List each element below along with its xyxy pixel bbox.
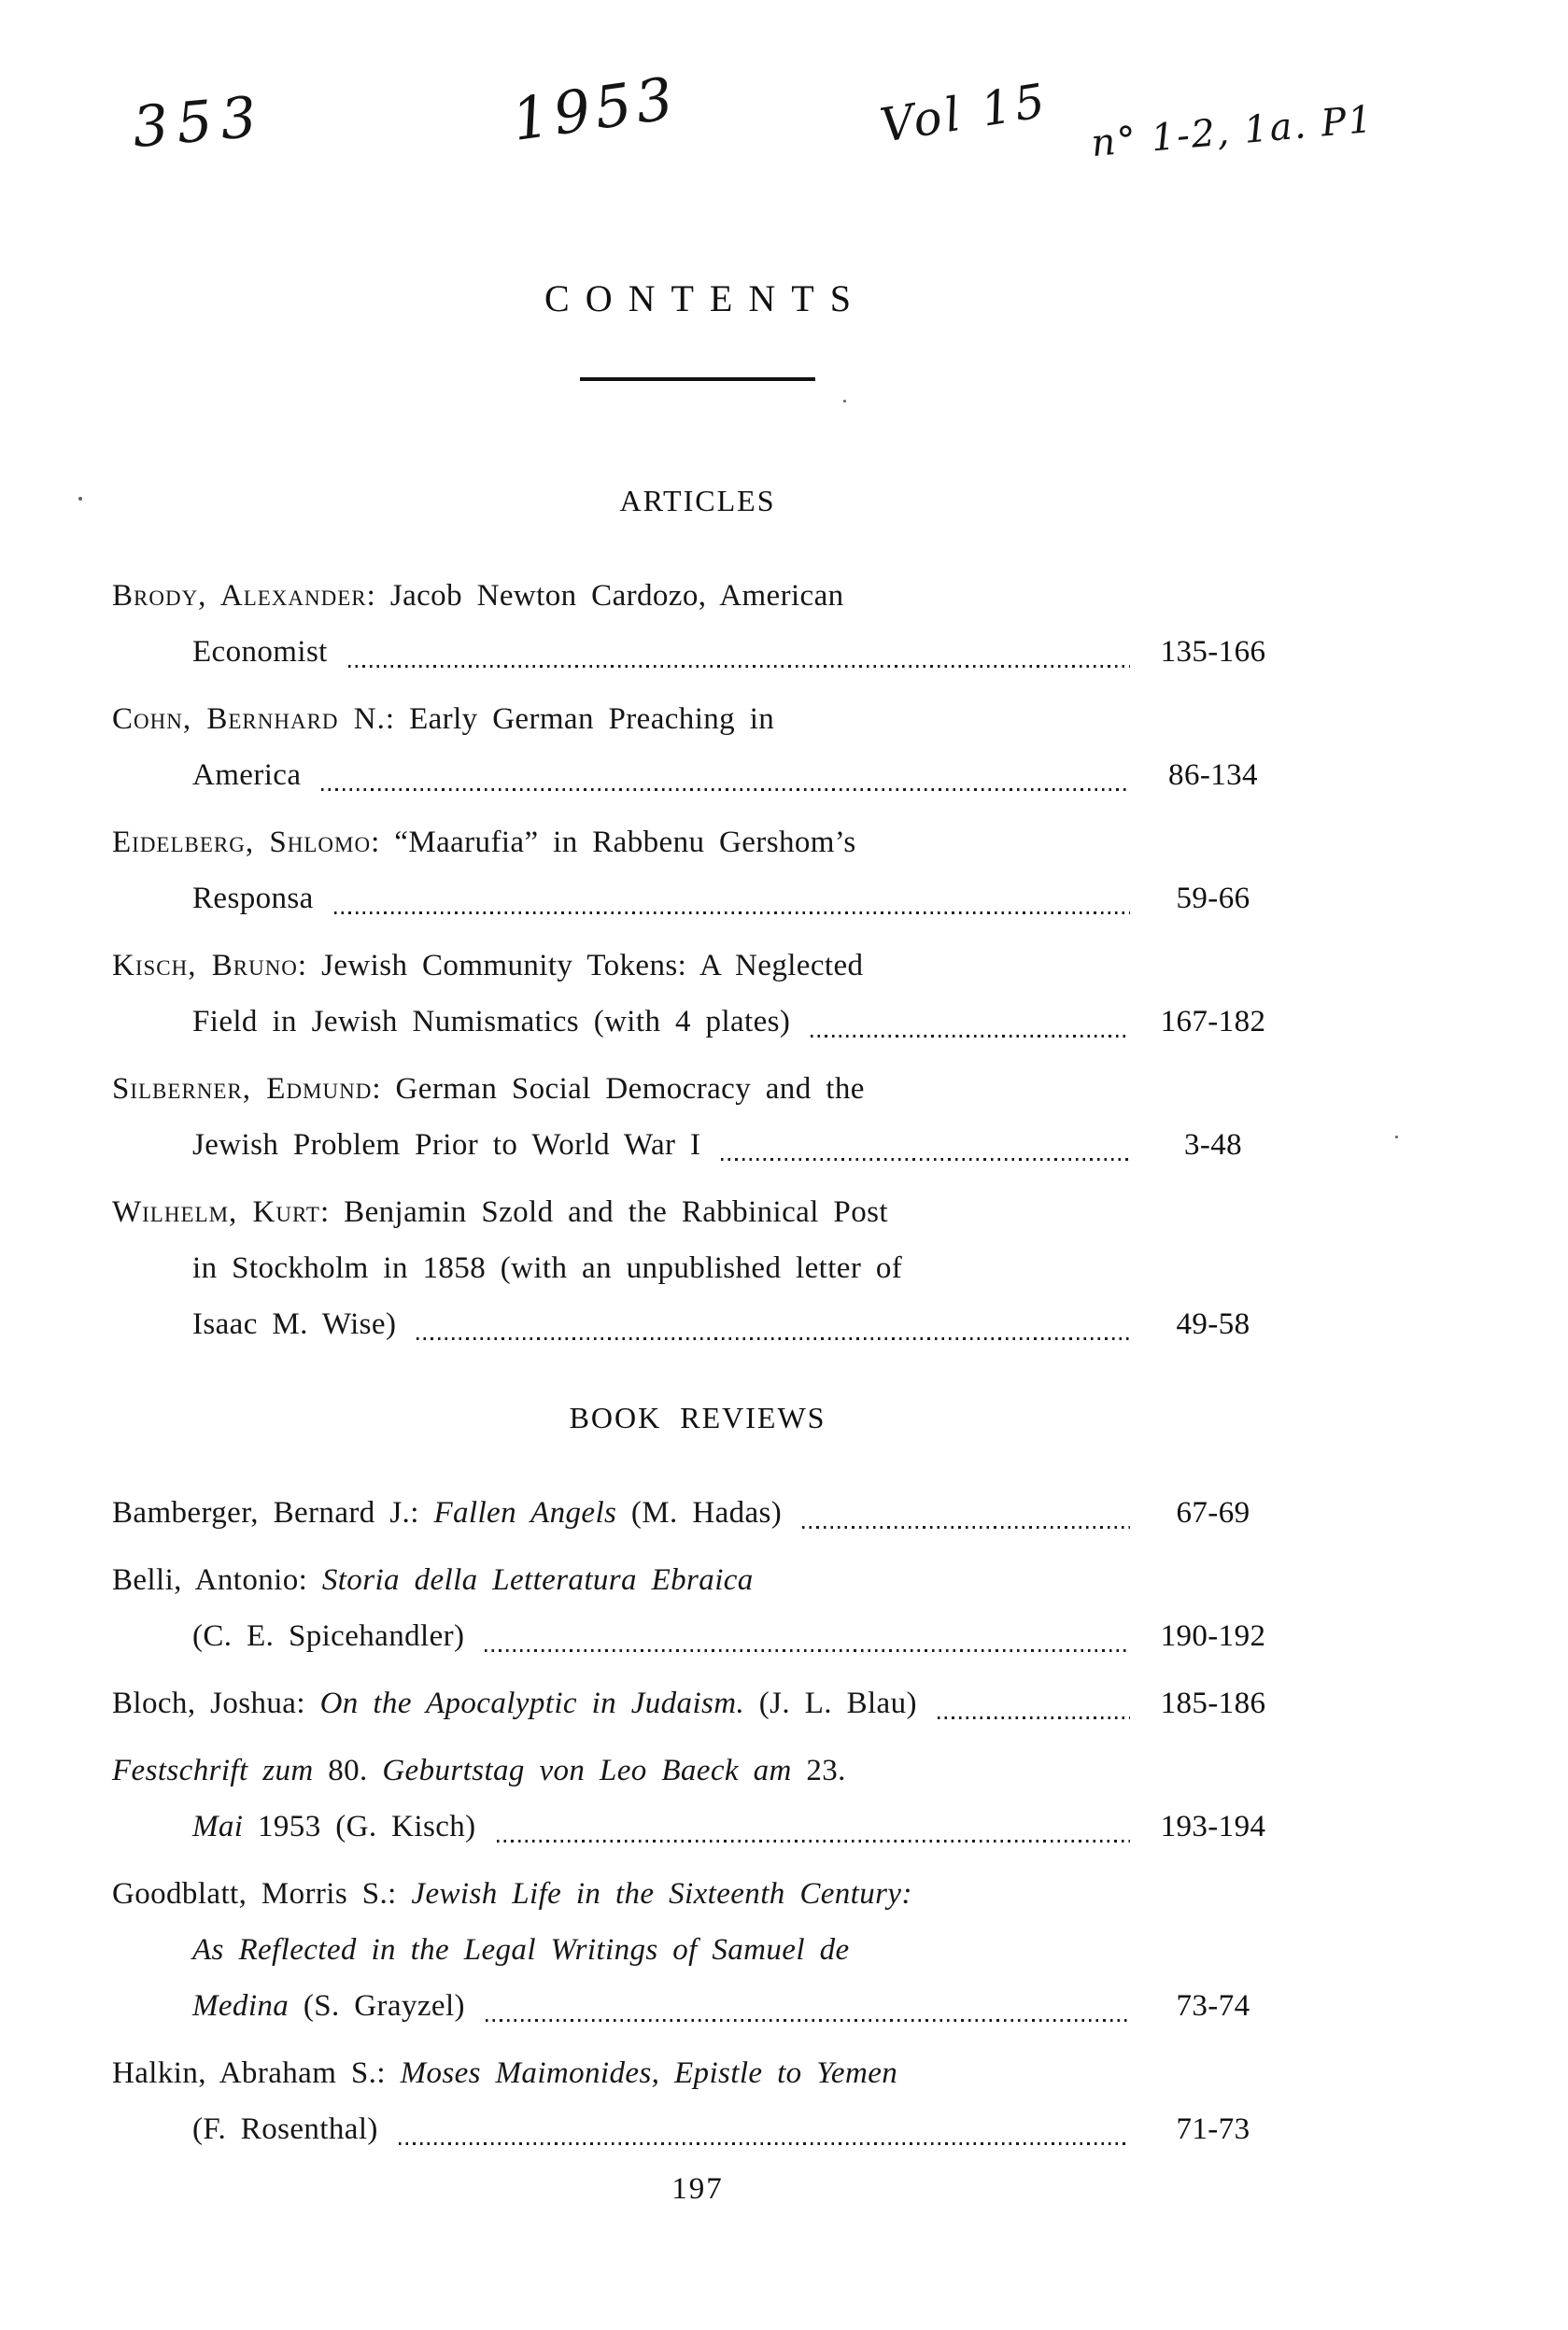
dotted-leader xyxy=(417,1337,1130,1340)
italic-title: Moses Maimonides, Epistle to Yemen xyxy=(400,2056,898,2090)
toc-entry-text: Field in Jewish Numismatics (with 4 plates) xyxy=(192,1005,791,1038)
italic-title: Festschrift zum xyxy=(112,1754,314,1787)
toc-entry xyxy=(112,691,1283,803)
author-small-caps: Wilhelm, Kurt xyxy=(112,1195,320,1229)
toc-entry-text: (C. E. Spicehandler) xyxy=(192,1619,465,1653)
toc-entry-leader-line xyxy=(112,1608,1283,1664)
toc-entry xyxy=(112,1866,1283,2034)
dotted-leader xyxy=(497,1840,1130,1843)
dotted-leader xyxy=(348,665,1130,668)
toc-entry-line: Goodblatt, Morris S.: Jewish Life in the Sixteenth Century: xyxy=(112,1877,912,1911)
toc-entry xyxy=(112,1675,1283,1731)
toc-entry-line: Wilhelm, Kurt: Benjamin Szold and the Rabbinical Post xyxy=(112,1195,888,1229)
toc-entry-text: Bloch, Joshua: On the Apocalyptic in Judaism. (J. L. Blau) xyxy=(112,1687,917,1720)
italic-title: Jewish Life in the Sixteenth Century: xyxy=(411,1877,912,1911)
dotted-leader xyxy=(321,788,1130,791)
toc-entry-text: Responsa xyxy=(192,882,314,915)
toc-entry-leader-line xyxy=(112,2101,1283,2157)
toc-entry-text: America xyxy=(192,758,302,792)
toc-entry-leader-line xyxy=(112,747,1283,803)
author-small-caps: Cohn, Bernhard N. xyxy=(112,702,386,736)
handwritten-year: 1953 xyxy=(507,63,683,155)
page-title: CONTENTS xyxy=(544,277,867,319)
toc-entry-text: Mai 1953 (G. Kisch) xyxy=(192,1810,476,1843)
toc-entry-leader-line xyxy=(112,1117,1283,1173)
italic-title: Fallen Angels xyxy=(433,1496,617,1530)
page-range: 86-134 xyxy=(1168,758,1258,792)
dotted-leader xyxy=(399,2142,1130,2145)
toc-entry-leader-line xyxy=(112,994,1283,1050)
dotted-leader xyxy=(938,1716,1130,1719)
italic-title: Geburtstag von Leo Baeck am xyxy=(382,1754,792,1787)
dotted-leader xyxy=(721,1158,1130,1161)
handwritten-shelf-number: 353 xyxy=(130,83,268,162)
scan-speck xyxy=(1395,1136,1398,1138)
handwritten-issue: n° 1-2, 1a. P1 xyxy=(1089,97,1376,166)
toc-entry-text: Isaac M. Wise) xyxy=(192,1307,397,1341)
handwritten-volume: Vol 15 xyxy=(876,73,1052,153)
author-small-caps: Eidelberg, Shlomo xyxy=(112,826,372,859)
toc-entry-leader-line xyxy=(112,1799,1283,1855)
page-range: 3-48 xyxy=(1183,1128,1243,1162)
toc-entry-text: (F. Rosenthal) xyxy=(192,2112,378,2146)
author-small-caps: Brody, Alexander xyxy=(112,579,367,613)
toc-entry-line: Silberner, Edmund: German Social Democracy and the xyxy=(112,1072,865,1106)
page-range: 49-58 xyxy=(1176,1307,1250,1341)
toc-entry xyxy=(112,1184,1283,1352)
section-articles xyxy=(112,486,1283,1352)
italic-title: Medina xyxy=(192,1989,290,2023)
contents-column xyxy=(112,0,1283,2207)
toc-entry-leader-line xyxy=(112,1978,1283,2034)
page-range: 190-192 xyxy=(1160,1619,1266,1653)
book-reviews-entries xyxy=(112,1485,1283,2157)
section-heading-articles: ARTICLES xyxy=(619,484,776,517)
toc-entry-text: Bamberger, Bernard J.: Fallen Angels (M. Hadas) xyxy=(112,1496,783,1530)
toc-entry-leader-line xyxy=(112,1296,1283,1352)
toc-entry-line: Kisch, Bruno: Jewish Community Tokens: A Neglected xyxy=(112,949,864,982)
toc-entry xyxy=(112,1061,1283,1173)
toc-entry-text: Medina (S. Grayzel) xyxy=(192,1989,465,2023)
articles-entries xyxy=(112,568,1283,1352)
italic-title: Storia della Letteratura Ebraica xyxy=(321,1563,754,1597)
page-range: 73-74 xyxy=(1176,1989,1250,2023)
section-book-reviews xyxy=(112,1403,1283,2157)
author-small-caps: Silberner, Edmund xyxy=(112,1072,373,1106)
toc-entry xyxy=(112,938,1283,1050)
toc-entry-line: Halkin, Abraham S.: Moses Maimonides, Epistle to Yemen xyxy=(112,2056,898,2090)
toc-entry-line: Brody, Alexander: Jacob Newton Cardozo, American xyxy=(112,579,844,613)
toc-entry-line xyxy=(112,1922,1283,1978)
dotted-leader xyxy=(802,1526,1130,1529)
page-range: 167-182 xyxy=(1160,1005,1266,1038)
toc-entry-line: Festschrift zum 80. Geburtstag von Leo Baeck am 23. xyxy=(112,1754,846,1787)
section-heading-book-reviews: BOOK REVIEWS xyxy=(569,1401,826,1434)
toc-entry-leader-line xyxy=(112,624,1283,680)
dotted-leader xyxy=(811,1035,1130,1038)
dotted-leader xyxy=(334,911,1130,914)
page-range: 59-66 xyxy=(1176,882,1250,915)
toc-entry-line: Belli, Antonio: Storia della Letteratura Ebraica xyxy=(112,1563,754,1597)
page-range: 71-73 xyxy=(1176,2112,1250,2146)
toc-entry-leader-line xyxy=(112,1485,1283,1541)
dotted-leader xyxy=(486,2019,1130,2022)
dotted-leader xyxy=(485,1649,1130,1652)
toc-entry xyxy=(112,1743,1283,1855)
scan-speck xyxy=(78,497,82,501)
author-small-caps: Kisch, Bruno xyxy=(112,949,298,982)
scan-speck xyxy=(843,400,846,402)
toc-entry xyxy=(112,814,1283,926)
toc-entry-line: Cohn, Bernhard N.: Early German Preaching in xyxy=(112,702,775,736)
page-range: 135-166 xyxy=(1160,635,1266,669)
toc-entry xyxy=(112,1552,1283,1664)
toc-entry-line: in Stockholm in 1858 (with an unpublished letter of xyxy=(192,1251,903,1285)
page-range: 67-69 xyxy=(1176,1496,1250,1530)
page-range: 185-186 xyxy=(1160,1687,1266,1720)
toc-entry-leader-line xyxy=(112,870,1283,926)
toc-entry-text: Economist xyxy=(192,635,328,669)
italic-title: As Reflected in the Legal Writings of Samuel de xyxy=(192,1933,850,1967)
italic-title: Mai xyxy=(192,1810,244,1843)
italic-title: On the Apocalyptic in Judaism. xyxy=(319,1687,745,1720)
toc-entry-leader-line xyxy=(112,1675,1283,1731)
toc-entry-line: Eidelberg, Shlomo: “Maarufia” in Rabbenu Gershom’s xyxy=(112,826,856,859)
toc-entry xyxy=(112,1485,1283,1541)
toc-entry-text: Jewish Problem Prior to World War I xyxy=(192,1128,701,1162)
toc-entry xyxy=(112,2045,1283,2157)
title-rule xyxy=(580,377,815,381)
folio-page-number: 197 xyxy=(671,2172,724,2206)
page-range: 193-194 xyxy=(1160,1810,1266,1843)
toc-entry xyxy=(112,568,1283,680)
